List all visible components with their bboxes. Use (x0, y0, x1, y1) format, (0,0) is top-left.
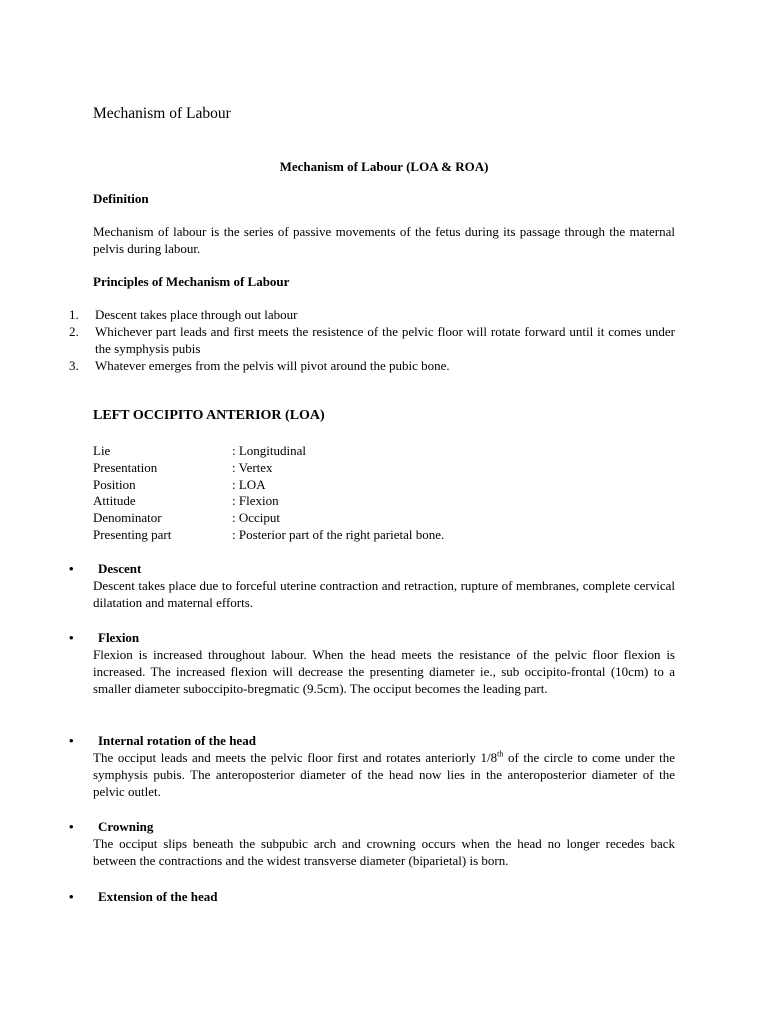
table-value: : Posterior part of the right parietal bone. (232, 526, 445, 542)
table-value: : Longitudinal (232, 443, 307, 458)
definition-heading: Definition (93, 191, 149, 206)
definition-paragraph: Mechanism of labour is the series of passive movements of the fetus during its passage through the maternal pelvis during labour. (93, 224, 675, 256)
table-label: Presenting part (93, 526, 172, 542)
bullet-icon: • (69, 889, 74, 904)
section-heading-text: Flexion (98, 630, 140, 645)
principles-heading: Principles of Mechanism of Labour (93, 274, 290, 289)
list-item (69, 323, 675, 357)
section-heading-text: Crowning (98, 819, 154, 834)
table-value: : LOA (232, 476, 266, 492)
table-value: : Vertex (232, 459, 273, 475)
section-heading (69, 629, 675, 646)
table-label: Denominator (93, 510, 162, 526)
section-heading-text: Descent (98, 561, 142, 576)
body-text: The occiput leads and meets the pelvic floor first and rotates anteriorly 1/8 (93, 750, 498, 765)
section-internal-rotation (69, 732, 675, 800)
bullet-icon: • (69, 630, 74, 645)
section-heading (69, 818, 675, 835)
list-item-text: Whichever part leads and first meets the resistence of the pelvic floor will rotate forward until it comes under the symphysis pubis (95, 324, 675, 356)
section-heading (69, 888, 675, 905)
list-item-number: 2. (69, 324, 79, 339)
section-body: Flexion is increased throughout labour. When the head meets the resistance of the pelvic floor flexion is increased. The increased flexion will decrease the presenting diameter ie., sub occipito-frontal (10cm) to a smaller diameter suboccipito-bregmatic (9.5cm). The occiput becomes the leading part. (93, 647, 675, 696)
section-body: The occiput slips beneath the subpubic arch and crowning occurs when the head no longer recedes back between the contractions and the widest transverse diameter (biparietal) is born. (93, 836, 675, 868)
table-value: : Flexion (232, 493, 279, 509)
section-heading (69, 560, 675, 577)
section-heading (69, 732, 675, 749)
list-item-number: 1. (69, 307, 79, 322)
list-item-text: Whatever emerges from the pelvis will pivot around the pubic bone. (95, 358, 450, 373)
section-descent (69, 560, 675, 611)
bullet-icon: • (69, 819, 74, 834)
document-title: Mechanism of Labour (93, 105, 231, 122)
center-heading: Mechanism of Labour (LOA & ROA) (279, 159, 489, 174)
section-extension (69, 888, 675, 905)
principles-list (69, 306, 675, 374)
table-label: Presentation (93, 459, 158, 475)
superscript: th (497, 749, 504, 759)
bullet-icon: • (69, 733, 74, 748)
table-label: Position (93, 476, 136, 492)
table-label: Attitude (93, 493, 136, 509)
section-body (69, 749, 675, 800)
section-flexion (69, 629, 675, 697)
list-item-number: 3. (69, 358, 79, 373)
table-label: Lie (93, 443, 111, 458)
loa-heading: LEFT OCCIPITO ANTERIOR (LOA) (93, 408, 325, 423)
section-heading-text: Extension of the head (98, 889, 218, 904)
list-item-text: Descent takes place through out labour (95, 307, 298, 322)
table-value: : Occiput (232, 510, 281, 526)
bullet-icon: • (69, 561, 74, 576)
section-crowning (69, 818, 675, 869)
section-heading-text: Internal rotation of the head (98, 733, 256, 748)
section-body: Descent takes place due to forceful uterine contraction and retraction, rupture of membranes, complete cervical dilatation and maternal efforts. (93, 578, 675, 610)
list-item (69, 357, 675, 374)
list-item (69, 306, 675, 323)
body-text: of the circle to come under the symphysis pubis. The anteroposterior diameter of the head now lies in the anteroposterior diameter of the pelvic outlet. (93, 750, 676, 799)
